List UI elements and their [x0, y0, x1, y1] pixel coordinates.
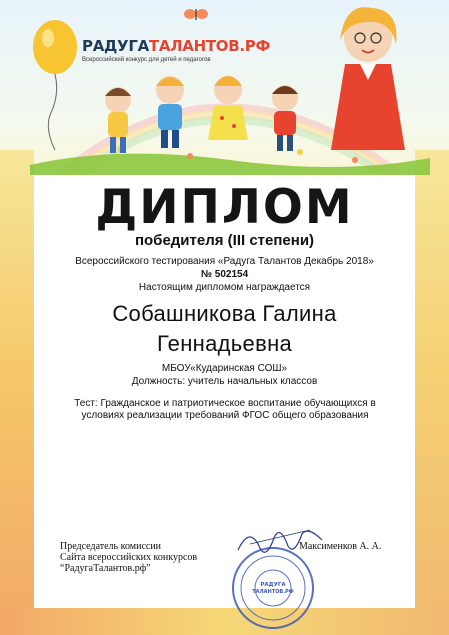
handwritten-signature — [230, 520, 330, 560]
kid-4 — [272, 85, 298, 151]
signature-line2: Сайта всероссийских конкурсов — [60, 552, 198, 563]
awarded-text: Настоящим дипломом награждается — [138, 282, 311, 293]
site-logo — [82, 37, 271, 63]
children-illustration — [0, 0, 449, 175]
diploma-subtitle: победителя (III степени) — [134, 232, 315, 249]
bottom-border — [0, 607, 449, 635]
kid-3 — [208, 76, 248, 140]
kid-2 — [156, 76, 184, 148]
logo-subtitle: Всероссийский конкурс для детей и педагогов — [82, 57, 211, 63]
test-description: Тест: Гражданское и патриотическое воспитание обучающихся в условиях реализации требований ФГОС общего образования — [74, 398, 376, 421]
teacher-figure — [331, 7, 405, 150]
diploma-title: ДИПЛОМ — [95, 180, 354, 235]
organization: МБОУ«Кударинская СОШ» — [161, 363, 288, 374]
diploma-number: № 502154 — [200, 269, 249, 280]
signature-line1: Председатель комиссии — [60, 541, 162, 552]
svg-text:РАДУГА: РАДУГА — [260, 582, 286, 588]
balloon-icon — [33, 20, 77, 150]
recipient-name-line1: Собашникова Галина — [112, 301, 337, 326]
recipient-name-line2: Геннадьевна — [156, 331, 293, 356]
butterfly-icon — [184, 9, 208, 20]
signature-caption — [60, 541, 230, 574]
signer-name: Максименков А. А. — [299, 541, 382, 552]
svg-text:ТАЛАНТОВ.РФ: ТАЛАНТОВ.РФ — [252, 589, 294, 595]
signature-line3: “РадугаТалантов.рф” — [60, 563, 151, 574]
logo-title: РАДУГАТАЛАНТОВ.РФ — [82, 37, 271, 55]
position: Должность: учитель начальных классов — [131, 376, 318, 387]
event-name: Всероссийского тестирования «Радуга Талантов Декабрь 2018» — [75, 256, 374, 267]
